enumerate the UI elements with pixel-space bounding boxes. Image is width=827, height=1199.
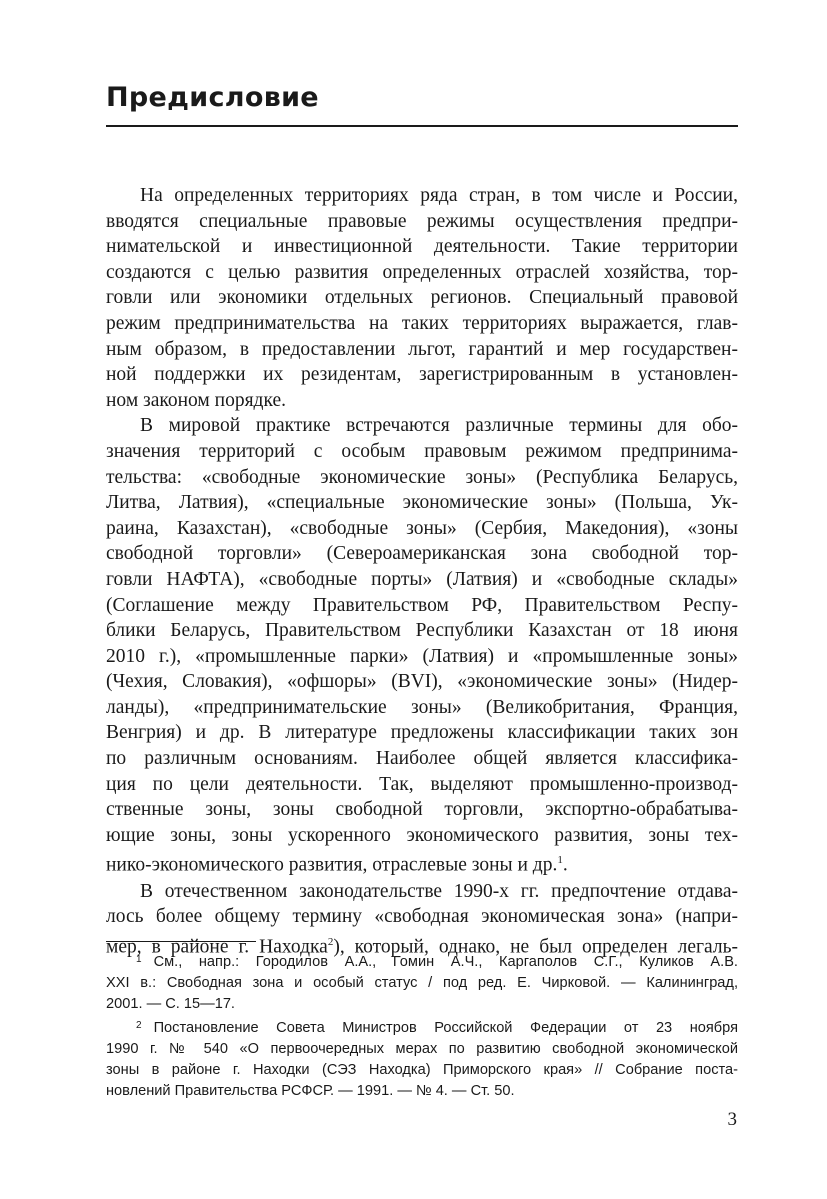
footnote-line: зоны в районе г. Находки (СЭЗ Находка) Приморского края» // Собрание поста- [106,1062,738,1078]
text-line: говли НАФТА), «свободные порты» (Латвия) и «свободные склады» [106,568,738,590]
text-line: нимательской и инвестиционной деятельности. Такие территории [106,236,738,258]
text-line: нико-экономического развития, отраслевые зоны и др.$^1$. [106,854,568,876]
main-text [106,183,738,960]
footnote-divider [106,941,256,942]
paragraph-1 [106,183,738,413]
page-title: Предисловие [106,82,319,113]
text-line: говли или экономики отдельных регионов. Специальный правовой [106,287,738,309]
text-line: (Соглашение между Правительством РФ, Правительством Респу- [106,594,738,616]
text-line: ственные зоны, зоны свободной торговли, экспортно-обрабатыва- [106,799,738,821]
text-line: раина, Казахстан), «свободные зоны» (Сербия, Македония), «зоны [106,517,738,539]
text-line: режим предпринимательства на таких территориях выражается, глав- [106,312,738,334]
text-line: вводятся специальные правовые режимы осуществления предпри- [106,210,738,232]
text-line: блики Беларусь, Правительством Республики Казахстан от 18 июня [106,620,738,642]
heading-divider [106,125,738,127]
footnote-1 [106,949,738,1015]
text-line: ном законом порядке. [106,389,286,411]
paragraph-3 [106,879,738,960]
footnote-line: новлений Правительства РСФСР. — 1991. — № 4. — Ст. 50. [106,1083,515,1099]
footnote-ref-2[interactable]: 2 [327,935,334,948]
text-line: ным образом, в предоставлении льгот, гарантий и мер государствен- [106,338,738,360]
text-segment: Постановление Совета Министров Российской Федерации от 23 ноября [153,1020,738,1036]
footnote-mark: 2 [136,1020,142,1031]
text-line: В отечественном законодательстве 1990-х гг. предпочтение отдава- [140,880,738,902]
footnotes [106,949,738,1102]
text-line: свободной торговли» (Североамериканская зона свободной тор- [106,543,738,565]
footnote-line [106,949,738,973]
text-line: создаются с целью развития определенных отраслей хозяйства, тор- [106,261,738,283]
text-segment: ), который, однако, не был определен легаль- [333,936,738,958]
text-line: В мировой практике встречаются различные термины для обо- [140,415,738,437]
text-line: лось более общему термину «свободная экономическая зона» (напри- [106,906,738,928]
footnote-mark: 1 [136,954,142,965]
text-line: Литва, Латвия), «специальные экономические зоны» (Польша, Ук- [106,492,738,514]
text-segment: См., напр.: Городилов А.А., Гомин А.Ч., Каргаполов С.Г., Куликов А.В. [153,954,738,970]
footnote-ref-1[interactable]: 1 [557,854,563,867]
footnote-line: 1990 г. № 540 «О первоочередных мерах по развитию свободной экономической [106,1041,738,1057]
text-line: тельства: «свободные экономические зоны» (Республика Беларусь, [106,466,738,488]
text-line: Венгрия) и др. В литературе предложены классификации таких зон [106,722,738,744]
page-number: 3 [727,1109,737,1130]
text-line: На определенных территориях ряда стран, в том числе и России, [140,185,738,206]
footnote-line: XXI в.: Свободная зона и особый статус / под ред. Е. Чирковой. — Калининград, [106,975,738,991]
text-segment: нико-экономического развития, отраслевые зоны и др. [106,854,558,876]
text-line: ланды), «предпринимательские зоны» (Великобритания, Франция, [106,696,738,718]
text-line: (Чехия, Словакия), «офшоры» (BVI), «экономические зоны» (Нидер- [106,671,738,693]
footnote-2 [106,1015,738,1102]
text-line: по различным основаниям. Наиболее общей является классифика- [106,748,738,770]
footnote-line [106,1015,738,1039]
text-line: ной поддержки их резидентам, зарегистрированным в установлен- [106,364,738,386]
text-line: ющие зоны, зоны ускоренного экономического развития, зоны тех- [106,824,738,846]
footnote-line: 2001. — С. 15—17. [106,996,235,1012]
text-segment: мер, в районе г. Находка [106,936,328,958]
text-line: значения территорий с особым правовым режимом предпринима- [106,440,738,462]
paragraph-2 [106,413,738,878]
text-line: 2010 г.), «промышленные парки» (Латвия) и «промышленные зоны» [106,645,738,667]
text-line: ция по цели деятельности. Так, выделяют промышленно-производ- [106,773,738,795]
